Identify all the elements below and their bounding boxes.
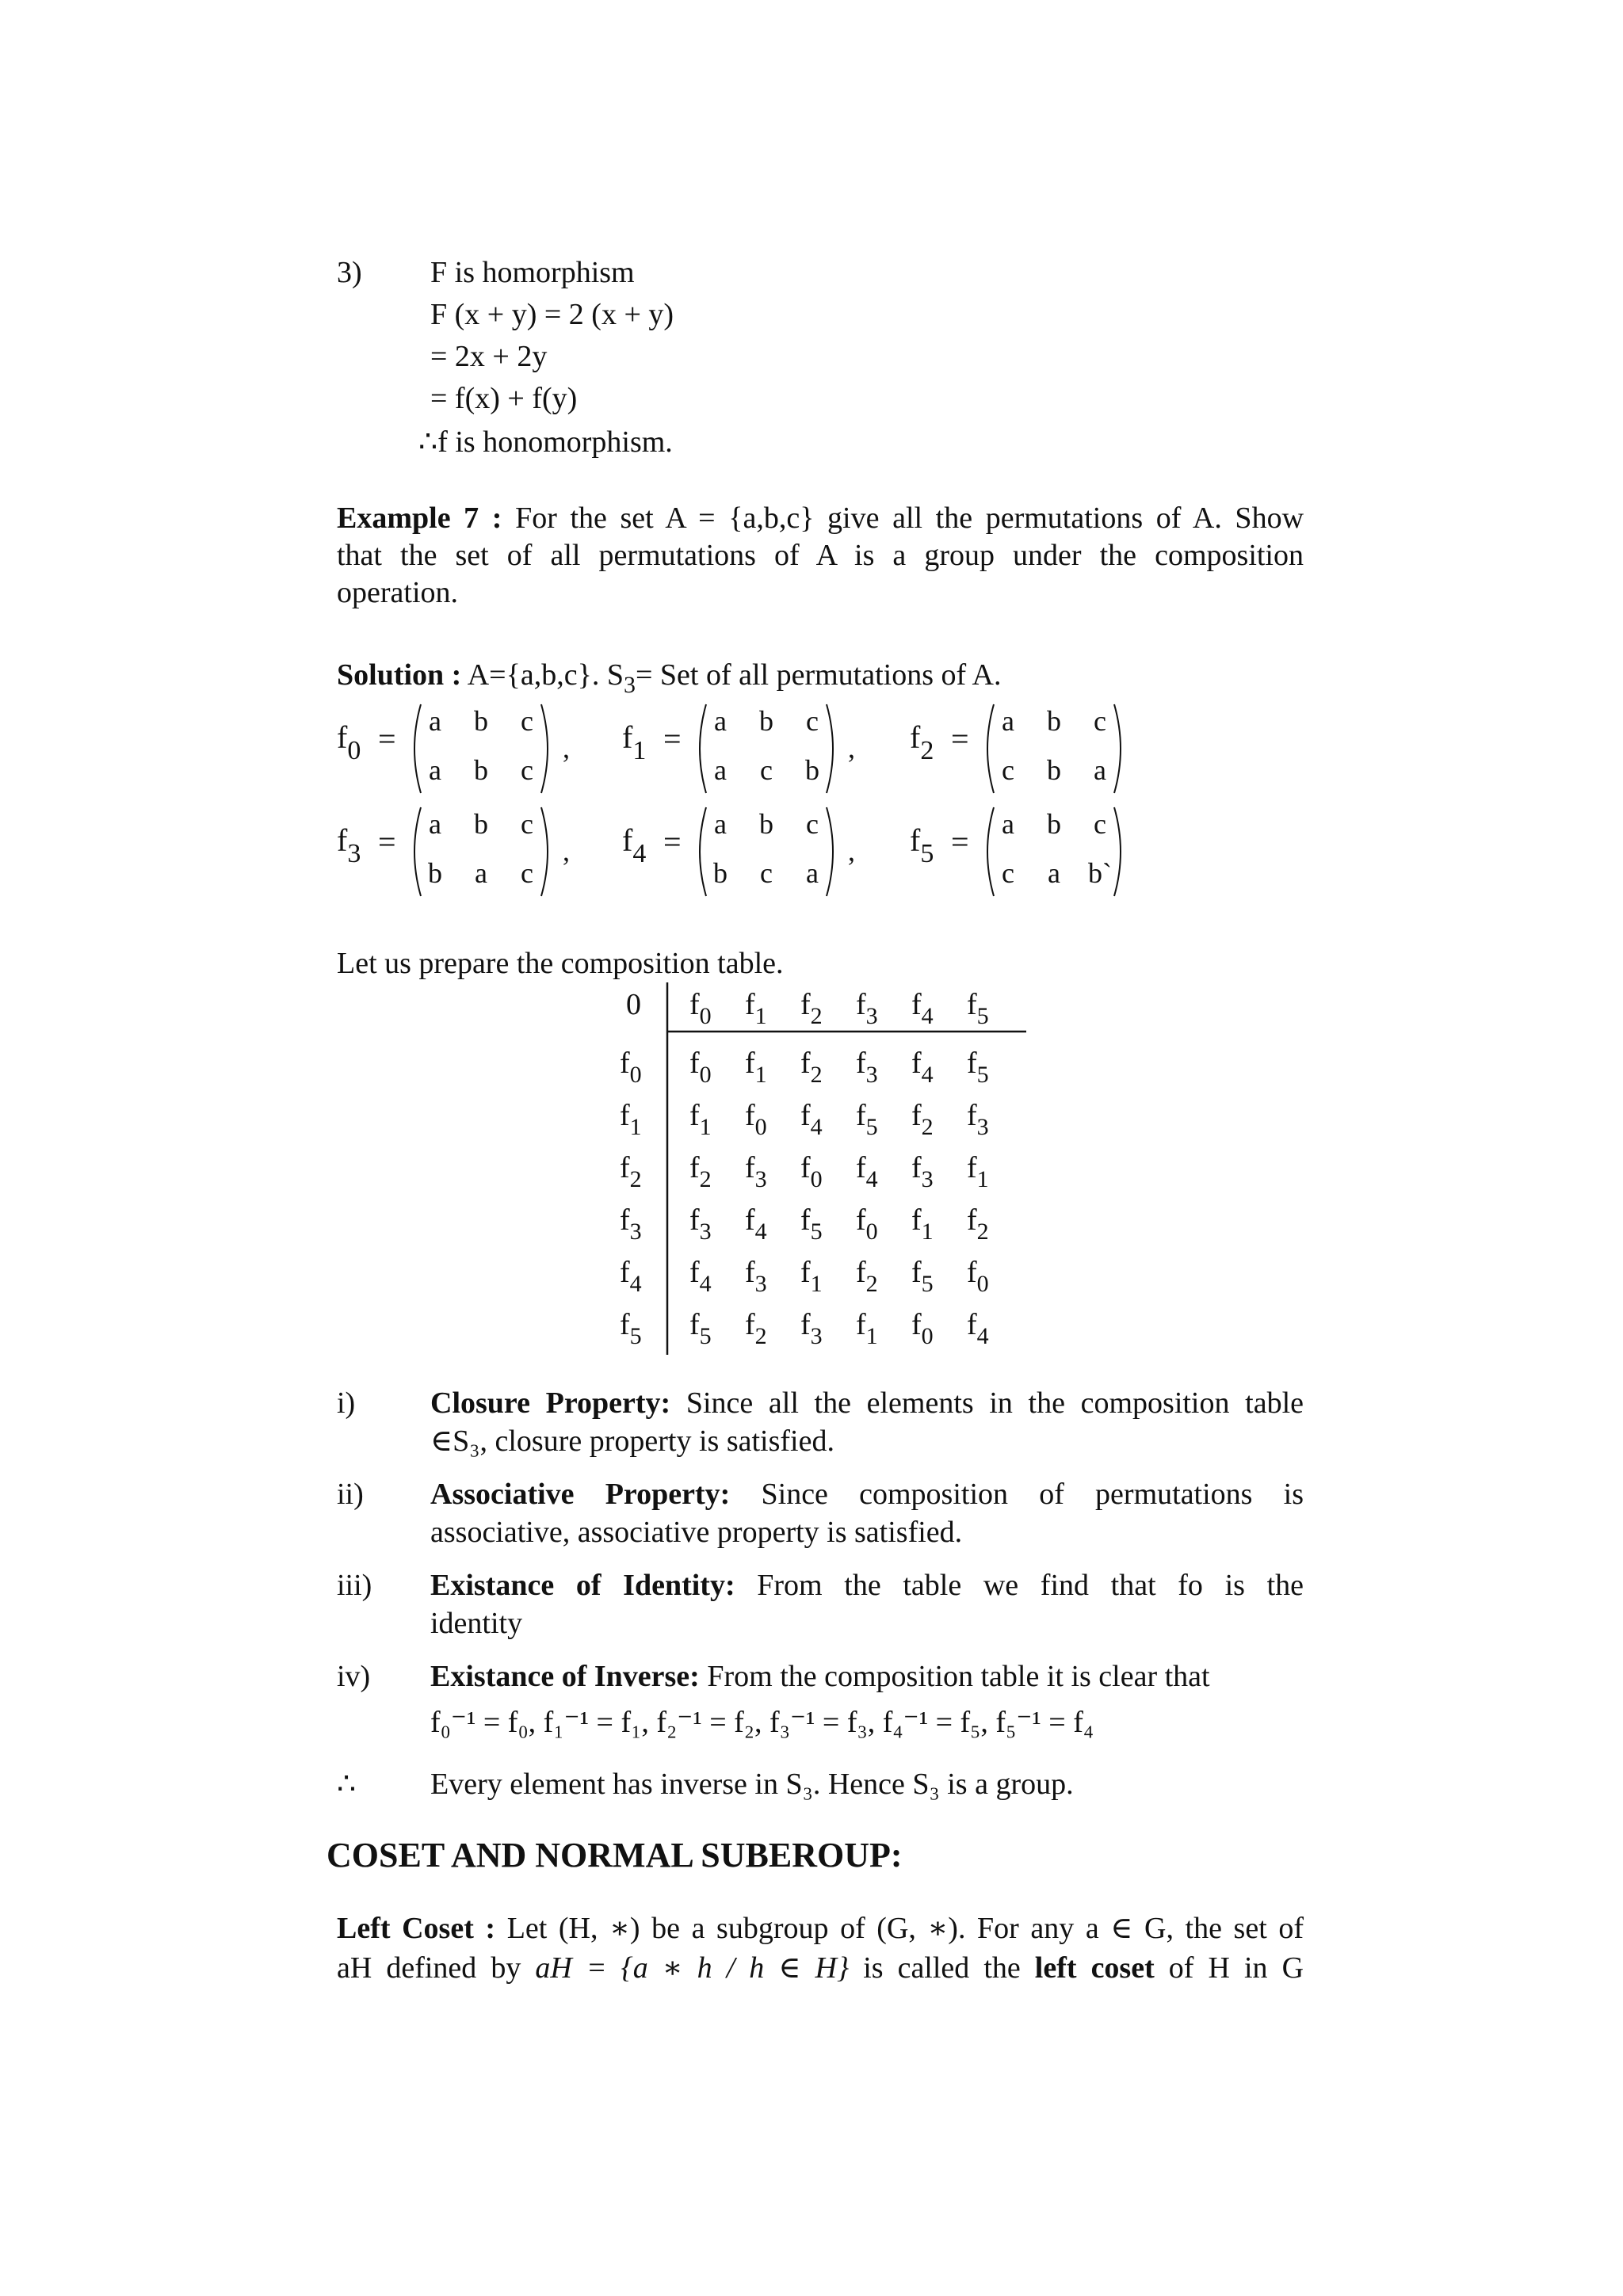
equals-sign: = (663, 721, 682, 757)
table-cell: $f_3$ (745, 1256, 767, 1297)
left-coset-text2c: of H in G (1168, 1951, 1304, 1985)
matrix-top-cell: b (474, 705, 488, 737)
table-header-cell: $f_3$ (856, 988, 878, 1029)
matrix-bottom-cell: c (521, 754, 533, 786)
table-cell: $f_0$ (856, 1203, 878, 1245)
matrix-top-cell: b (1047, 705, 1061, 737)
matrix-bottom-cell: b (428, 857, 442, 889)
left-coset-formula: aH = {a ∗ h / h ∈ H} (535, 1951, 850, 1985)
permutation-matrix-1 (622, 701, 860, 796)
property-number: ii) (337, 1478, 364, 1511)
table-cell: $f_0$ (745, 1099, 767, 1140)
permutation-matrix-0 (337, 701, 575, 796)
table-header-cell: $f_2$ (800, 988, 823, 1029)
property-line1 (430, 1474, 1304, 1515)
table-cell: $f_4$ (689, 1256, 712, 1297)
table-cell: $f_5$ (856, 1099, 878, 1140)
example-label: Example 7 : (337, 502, 502, 535)
solution-text-b: = Set of all permutations of A. (635, 658, 1002, 692)
matrix-top-cell: a (1002, 808, 1014, 840)
permutation-matrix-4 (622, 804, 860, 899)
matrix-top-cell: a (1002, 705, 1014, 737)
property-title: Existance of Identity: (430, 1569, 735, 1602)
matrix-top-cell: c (1094, 808, 1106, 840)
matrix-top-cell: c (806, 705, 819, 737)
matrix-body (695, 804, 838, 899)
matrix-bottom-cell: c (1002, 857, 1014, 889)
comma: , (563, 835, 570, 867)
table-row-label: $f_4$ (620, 1256, 642, 1297)
table-cell: $f_3$ (911, 1151, 934, 1192)
solution-subscript: 3 (623, 672, 636, 698)
table-row-label: $f_1$ (620, 1099, 642, 1140)
example-line1 (337, 498, 1304, 539)
part3-line2: F (x + y) = 2 (x + y) (430, 298, 674, 331)
table-cell: $f_1$ (856, 1308, 878, 1349)
solution-text-a: A={a,b,c}. S (467, 658, 624, 692)
matrix-bottom-cell: c (760, 857, 773, 889)
table-intro: Let us prepare the composition table. (337, 947, 784, 980)
table-cell: $f_2$ (967, 1203, 989, 1245)
left-coset-text2b: is called the (863, 1951, 1021, 1985)
table-cell: $f_3$ (800, 1308, 823, 1349)
matrix-top-cell: b (759, 705, 773, 737)
part3-line4: = f(x) + f(y) (430, 382, 578, 415)
matrix-top-cell: c (521, 705, 533, 737)
table-row-label: $f_0$ (620, 1047, 642, 1088)
equals-sign: = (378, 824, 396, 860)
table-cell: $f_0$ (967, 1256, 989, 1297)
matrix-name: $f_4$ (622, 822, 647, 868)
matrix-bottom-cell: c (1002, 754, 1014, 786)
solution-label: Solution : (337, 658, 462, 692)
table-row-label: $f_2$ (620, 1151, 642, 1192)
property-text: From the composition table it is clear that (707, 1660, 1210, 1693)
left-coset-text2a: aH defined by (337, 1951, 521, 1985)
permutation-matrix-2 (910, 701, 1148, 796)
matrix-bottom-cell: c (760, 754, 773, 786)
conclusion-symbol: ∴ (337, 1768, 357, 1801)
matrix-body (695, 701, 838, 796)
table-cell: $f_2$ (745, 1308, 767, 1349)
table-cell: $f_5$ (800, 1203, 823, 1245)
property-title: Associative Property: (430, 1478, 731, 1511)
matrix-bottom-cell: a (1094, 754, 1106, 786)
table-cell: $f_4$ (800, 1099, 823, 1140)
left-coset-line1 (337, 1908, 1304, 1949)
table-header-cell: $f_4$ (911, 988, 934, 1029)
property-title: Closure Property: (430, 1386, 671, 1420)
table-cell: $f_1$ (745, 1047, 767, 1088)
table-cell: $f_3$ (967, 1099, 989, 1140)
table-cell: $f_4$ (911, 1047, 934, 1088)
example-text1: For the set A = {a,b,c} give all the permutations of A. Show (515, 502, 1304, 535)
matrix-bottom-cell: a (1048, 857, 1060, 889)
inverse-line: f₀⁻¹ = f₀, f₁⁻¹ = f₁, f₂⁻¹ = f₂, f₃⁻¹ = f₃, f₄⁻¹ = f₅, f₅⁻¹ = f₄ (430, 1706, 1094, 1739)
matrix-top-cell: c (1094, 705, 1106, 737)
property-text: Since all the elements in the composition table (685, 1386, 1304, 1420)
property-line1 (430, 1565, 1304, 1606)
therefore-symbol: ∴ (418, 425, 438, 459)
part3-line5-text: f is honomorphism. (437, 425, 673, 459)
matrix-name: $f_5$ (910, 822, 934, 868)
table-cell: $f_4$ (856, 1151, 878, 1192)
matrix-name: $f_0$ (337, 719, 361, 765)
table-cell: $f_1$ (911, 1203, 934, 1245)
left-coset-line2 (337, 1947, 1304, 1989)
part3-line3: = 2x + 2y (430, 340, 548, 373)
table-corner: 0 (626, 988, 641, 1021)
property-number: iv) (337, 1660, 371, 1693)
matrix-bottom-cell: a (475, 857, 487, 889)
table-cell: $f_0$ (911, 1308, 934, 1349)
matrix-bottom-cell: b (805, 754, 819, 786)
left-coset-label: Left Coset : (337, 1912, 496, 1945)
equals-sign: = (663, 824, 682, 860)
table-row-label: $f_5$ (620, 1308, 642, 1349)
example-line2: that the set of all permutations of A is a group under the composition (337, 539, 1304, 572)
matrix-bottom-cell: b (1047, 754, 1061, 786)
table-cell: $f_1$ (967, 1151, 989, 1192)
table-cell: $f_4$ (745, 1203, 767, 1245)
matrix-bottom-cell: b (713, 857, 727, 889)
table-cell: $f_5$ (967, 1047, 989, 1088)
table-cell: $f_2$ (911, 1099, 934, 1140)
matrix-bottom-cell: b (474, 754, 488, 786)
table-cell: $f_2$ (800, 1047, 823, 1088)
table-header-cell: $f_1$ (745, 988, 767, 1029)
table-cell: $f_3$ (745, 1151, 767, 1192)
matrix-top-cell: a (714, 808, 727, 840)
table-cell: $f_5$ (911, 1256, 934, 1297)
table-cell: $f_0$ (689, 1047, 712, 1088)
matrix-top-cell: a (429, 808, 441, 840)
matrix-top-cell: c (806, 808, 819, 840)
matrix-body (410, 701, 552, 796)
property-text: From the table we find that fo is the (757, 1569, 1304, 1602)
matrix-name: $f_2$ (910, 719, 934, 765)
matrix-body (410, 804, 552, 899)
conclusion-text: Every element has inverse in S₃. Hence S₃ is a group. (430, 1768, 1074, 1801)
table-cell: $f_1$ (689, 1099, 712, 1140)
table-row-label: $f_3$ (620, 1203, 642, 1245)
comma: , (848, 835, 855, 867)
part3-line1: F is homorphism (430, 256, 635, 289)
left-coset-text1: Let (H, ∗) be a subgroup of (G, ∗). For any a ∈ G, the set of (506, 1912, 1304, 1945)
property-line1 (430, 1656, 1210, 1697)
permutation-matrix-5 (910, 804, 1148, 899)
table-cell: $f_0$ (800, 1151, 823, 1192)
part3-line5 (418, 421, 673, 463)
matrix-bottom-cell: a (806, 857, 819, 889)
property-number: iii) (337, 1569, 372, 1602)
table-header-cell: $f_0$ (689, 988, 712, 1029)
composition-table (602, 982, 1030, 1363)
matrix-bottom-cell: b` (1088, 857, 1112, 889)
equals-sign: = (378, 721, 396, 757)
table-header-cell: $f_5$ (967, 988, 989, 1029)
matrix-top-cell: b (474, 808, 488, 840)
matrix-top-cell: c (521, 808, 533, 840)
matrix-bottom-cell: a (429, 754, 441, 786)
matrix-top-cell: b (1047, 808, 1061, 840)
matrix-bottom-cell: c (521, 857, 533, 889)
property-number: i) (337, 1386, 356, 1420)
example-line3: operation. (337, 576, 459, 609)
table-cell: $f_3$ (856, 1047, 878, 1088)
comma: , (848, 732, 855, 764)
comma: , (563, 732, 570, 764)
property-text: Since composition of permutations is (761, 1478, 1304, 1511)
matrix-body (983, 701, 1125, 796)
solution-line (337, 654, 1001, 696)
table-cell: $f_3$ (689, 1203, 712, 1245)
matrix-top-cell: a (714, 705, 727, 737)
table-cell: $f_4$ (967, 1308, 989, 1349)
permutation-matrix-3 (337, 804, 575, 899)
item-number-3: 3) (337, 256, 362, 289)
equals-sign: = (951, 824, 969, 860)
matrix-body (983, 804, 1125, 899)
table-cell: $f_5$ (689, 1308, 712, 1349)
matrix-top-cell: b (759, 808, 773, 840)
table-cell: $f_1$ (800, 1256, 823, 1297)
matrix-bottom-cell: a (714, 754, 727, 786)
left-coset-term: left coset (1034, 1951, 1155, 1985)
matrix-top-cell: a (429, 705, 441, 737)
property-line2: associative, associative property is satisfied. (430, 1516, 963, 1549)
property-title: Existance of Inverse: (430, 1660, 700, 1693)
property-line1 (430, 1383, 1304, 1424)
equals-sign: = (951, 721, 969, 757)
table-cell: $f_2$ (856, 1256, 878, 1297)
section-heading: COSET AND NORMAL SUBEROUP: (327, 1836, 903, 1875)
property-line2: identity (430, 1607, 523, 1640)
table-cell: $f_2$ (689, 1151, 712, 1192)
matrix-name: $f_1$ (622, 719, 647, 765)
matrix-name: $f_3$ (337, 822, 361, 868)
property-line2: ∈S₃, closure property is satisfied. (430, 1425, 834, 1458)
